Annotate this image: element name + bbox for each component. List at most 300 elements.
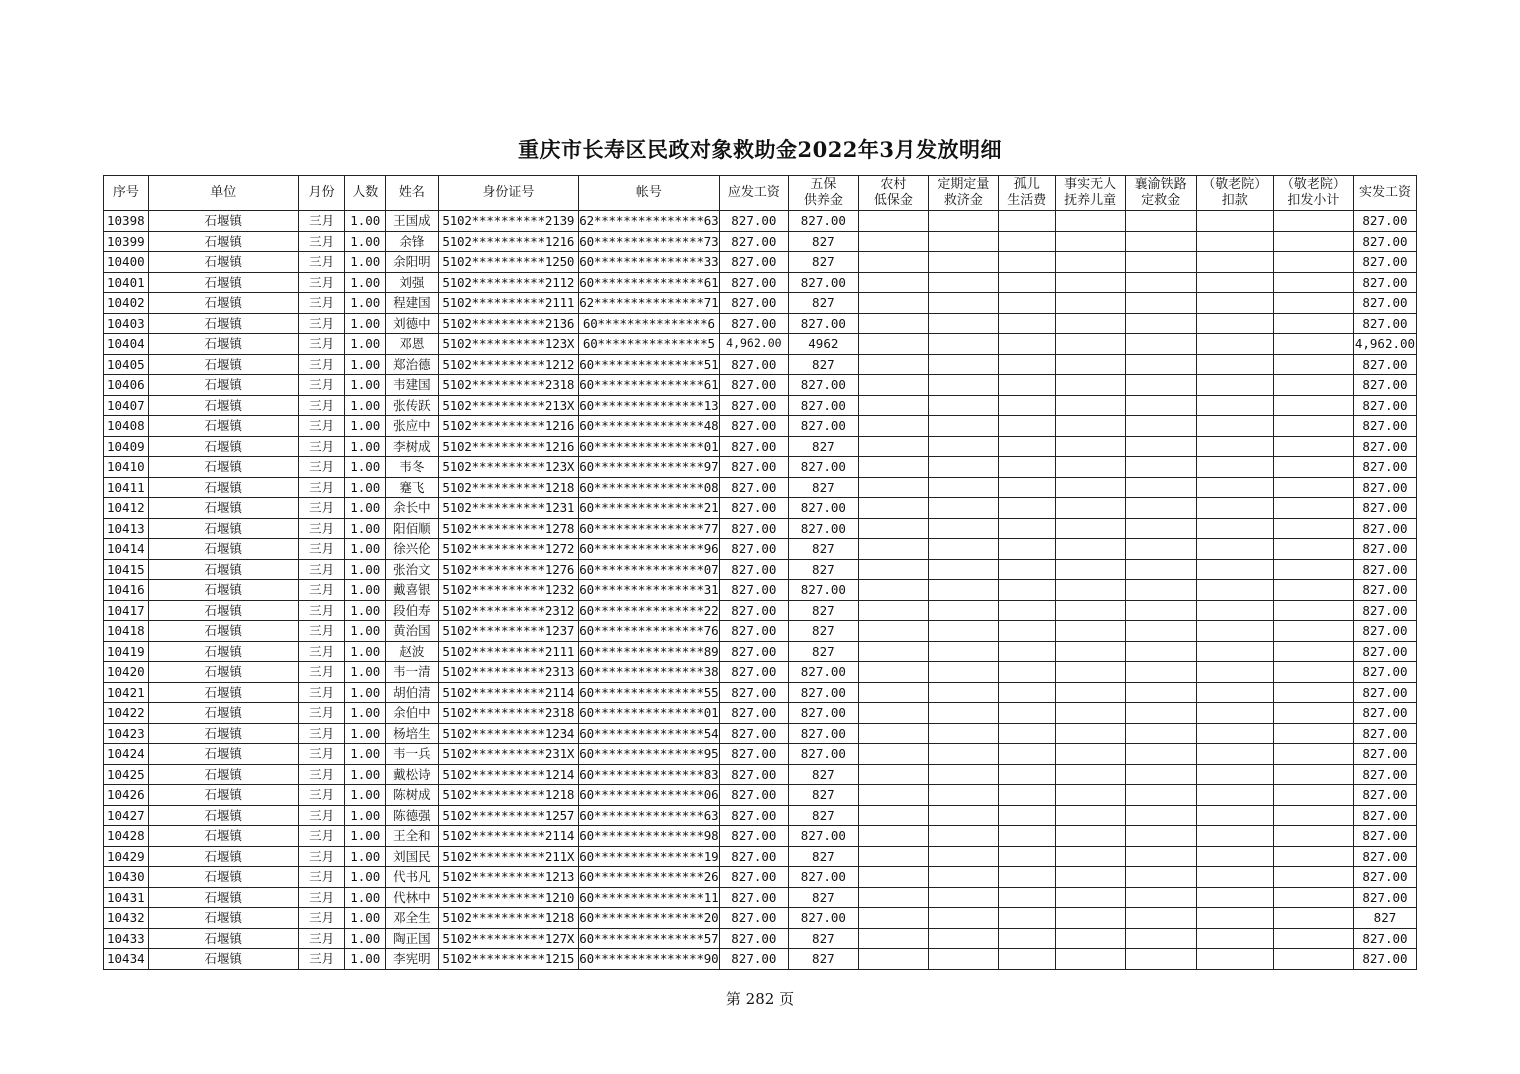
page-label-suffix: 页 — [779, 990, 795, 1008]
cell-actual: 827.00 — [1353, 498, 1416, 519]
cell-due: 827.00 — [719, 703, 788, 724]
cell-actual: 827.00 — [1353, 867, 1416, 888]
cell-due: 827.00 — [719, 457, 788, 478]
cell-id: 5102**********127X — [438, 928, 578, 949]
cell-xiangyu — [1125, 580, 1196, 601]
column-header-label: 身份证号 — [482, 185, 535, 200]
cell-unit: 石堰镇 — [148, 723, 298, 744]
cell-name: 徐兴伦 — [386, 539, 439, 560]
cell-account: 60***************63 — [578, 805, 719, 826]
cell-count: 1.00 — [345, 949, 386, 970]
column-header-month — [298, 176, 345, 211]
cell-id: 5102**********1218 — [438, 908, 578, 929]
cell-dibao — [858, 949, 928, 970]
table-row — [104, 559, 1417, 580]
cell-unit: 石堰镇 — [148, 744, 298, 765]
cell-name: 郑治德 — [386, 354, 439, 375]
cell-unit: 石堰镇 — [148, 887, 298, 908]
cell-count: 1.00 — [345, 518, 386, 539]
cell-unit: 石堰镇 — [148, 580, 298, 601]
cell-dingqi — [928, 498, 998, 519]
cell-xiaoji — [1273, 395, 1353, 416]
table-header — [104, 176, 1417, 211]
cell-xiangyu — [1125, 477, 1196, 498]
cell-name: 蹇飞 — [386, 477, 439, 498]
column-header-label: 生活费 — [1007, 193, 1047, 208]
table-row — [104, 908, 1417, 929]
column-header-label: 抚养儿童 — [1064, 193, 1117, 208]
cell-wubao: 827.00 — [788, 723, 858, 744]
cell-xiangyu — [1125, 498, 1196, 519]
cell-guer — [998, 416, 1055, 437]
cell-xiaoji — [1273, 641, 1353, 662]
cell-koukuan — [1196, 436, 1273, 457]
cell-seq: 10410 — [104, 457, 149, 478]
cell-seq: 10413 — [104, 518, 149, 539]
cell-id: 5102**********1232 — [438, 580, 578, 601]
cell-id: 5102**********1272 — [438, 539, 578, 560]
column-header-label: 孤儿 — [1013, 177, 1040, 192]
cell-actual: 827.00 — [1353, 703, 1416, 724]
cell-dibao — [858, 887, 928, 908]
cell-due: 827.00 — [719, 559, 788, 580]
cell-unit: 石堰镇 — [148, 621, 298, 642]
cell-due: 827.00 — [719, 477, 788, 498]
cell-unit: 石堰镇 — [148, 211, 298, 232]
cell-wubao: 827.00 — [788, 375, 858, 396]
cell-seq: 10406 — [104, 375, 149, 396]
cell-month: 三月 — [298, 785, 345, 806]
cell-month: 三月 — [298, 600, 345, 621]
cell-guer — [998, 682, 1055, 703]
cell-xiaoji — [1273, 293, 1353, 314]
cell-name: 韦一兵 — [386, 744, 439, 765]
column-header-label: 实发工资 — [1358, 185, 1411, 200]
cell-account: 60***************97 — [578, 457, 719, 478]
table-row — [104, 682, 1417, 703]
table-row — [104, 949, 1417, 970]
cell-seq: 10412 — [104, 498, 149, 519]
cell-koukuan — [1196, 703, 1273, 724]
cell-koukuan — [1196, 498, 1273, 519]
cell-dingqi — [928, 703, 998, 724]
cell-guer — [998, 908, 1055, 929]
cell-wubao: 827 — [788, 641, 858, 662]
cell-id: 5102**********1210 — [438, 887, 578, 908]
cell-dibao — [858, 600, 928, 621]
table-row — [104, 354, 1417, 375]
cell-guer — [998, 477, 1055, 498]
cell-actual: 827.00 — [1353, 723, 1416, 744]
cell-xiangyu — [1125, 457, 1196, 478]
cell-shishi — [1055, 313, 1125, 334]
cell-dibao — [858, 723, 928, 744]
cell-month: 三月 — [298, 559, 345, 580]
cell-xiangyu — [1125, 887, 1196, 908]
column-header-koukuan — [1196, 176, 1273, 211]
cell-koukuan — [1196, 477, 1273, 498]
cell-xiangyu — [1125, 641, 1196, 662]
cell-count: 1.00 — [345, 354, 386, 375]
table-row — [104, 867, 1417, 888]
cell-name: 张治文 — [386, 559, 439, 580]
cell-koukuan — [1196, 518, 1273, 539]
cell-koukuan — [1196, 375, 1273, 396]
cell-month: 三月 — [298, 231, 345, 252]
column-header-label: 月份 — [308, 185, 335, 200]
cell-seq: 10417 — [104, 600, 149, 621]
cell-month: 三月 — [298, 211, 345, 232]
cell-shishi — [1055, 621, 1125, 642]
cell-id: 5102**********2318 — [438, 375, 578, 396]
table-row — [104, 416, 1417, 437]
cell-koukuan — [1196, 231, 1273, 252]
table-row — [104, 436, 1417, 457]
cell-dibao — [858, 785, 928, 806]
cell-unit: 石堰镇 — [148, 703, 298, 724]
cell-dibao — [858, 826, 928, 847]
cell-unit: 石堰镇 — [148, 662, 298, 683]
cell-guer — [998, 764, 1055, 785]
cell-guer — [998, 887, 1055, 908]
cell-shishi — [1055, 641, 1125, 662]
cell-guer — [998, 662, 1055, 683]
cell-guer — [998, 272, 1055, 293]
cell-account: 60***************06 — [578, 785, 719, 806]
cell-xiaoji — [1273, 908, 1353, 929]
cell-dibao — [858, 764, 928, 785]
cell-dibao — [858, 805, 928, 826]
cell-wubao: 827 — [788, 887, 858, 908]
cell-dingqi — [928, 662, 998, 683]
cell-month: 三月 — [298, 539, 345, 560]
cell-shishi — [1055, 395, 1125, 416]
column-header-seq — [104, 176, 149, 211]
cell-count: 1.00 — [345, 211, 386, 232]
cell-shishi — [1055, 662, 1125, 683]
cell-due: 827.00 — [719, 539, 788, 560]
cell-count: 1.00 — [345, 395, 386, 416]
cell-dingqi — [928, 334, 998, 355]
cell-actual: 827.00 — [1353, 293, 1416, 314]
cell-name: 戴喜银 — [386, 580, 439, 601]
cell-actual: 827.00 — [1353, 375, 1416, 396]
cell-wubao: 827.00 — [788, 662, 858, 683]
cell-id: 5102**********1218 — [438, 477, 578, 498]
table-row — [104, 457, 1417, 478]
cell-xiangyu — [1125, 764, 1196, 785]
cell-due: 4,962.00 — [719, 334, 788, 355]
cell-shishi — [1055, 416, 1125, 437]
cell-name: 王全和 — [386, 826, 439, 847]
cell-account: 60***************01 — [578, 436, 719, 457]
cell-seq: 10434 — [104, 949, 149, 970]
column-header-label: 扣款 — [1221, 193, 1248, 208]
cell-due: 827.00 — [719, 375, 788, 396]
table-row — [104, 928, 1417, 949]
cell-due: 827.00 — [719, 662, 788, 683]
cell-dibao — [858, 293, 928, 314]
cell-shishi — [1055, 805, 1125, 826]
cell-dibao — [858, 867, 928, 888]
page-title: 重庆市长寿区民政对象救助金2022年3月发放明细 — [517, 137, 1003, 162]
page-number: 282 — [745, 990, 775, 1008]
cell-koukuan — [1196, 211, 1273, 232]
cell-account: 60***************01 — [578, 703, 719, 724]
cell-xiaoji — [1273, 662, 1353, 683]
cell-count: 1.00 — [345, 457, 386, 478]
cell-shishi — [1055, 785, 1125, 806]
cell-due: 827.00 — [719, 354, 788, 375]
cell-dibao — [858, 846, 928, 867]
cell-xiaoji — [1273, 477, 1353, 498]
cell-account: 60***************21 — [578, 498, 719, 519]
cell-seq: 10411 — [104, 477, 149, 498]
cell-seq: 10429 — [104, 846, 149, 867]
cell-koukuan — [1196, 580, 1273, 601]
cell-guer — [998, 293, 1055, 314]
cell-koukuan — [1196, 949, 1273, 970]
table-row — [104, 375, 1417, 396]
cell-shishi — [1055, 703, 1125, 724]
table-row — [104, 641, 1417, 662]
cell-count: 1.00 — [345, 416, 386, 437]
cell-wubao: 827 — [788, 354, 858, 375]
cell-dingqi — [928, 457, 998, 478]
column-header-count — [345, 176, 386, 211]
cell-xiangyu — [1125, 313, 1196, 334]
cell-guer — [998, 334, 1055, 355]
page-label-prefix: 第 — [725, 990, 741, 1008]
cell-xiaoji — [1273, 580, 1353, 601]
cell-koukuan — [1196, 457, 1273, 478]
cell-unit: 石堰镇 — [148, 477, 298, 498]
cell-dingqi — [928, 805, 998, 826]
cell-name: 邓恩 — [386, 334, 439, 355]
cell-month: 三月 — [298, 846, 345, 867]
cell-due: 827.00 — [719, 293, 788, 314]
cell-dingqi — [928, 764, 998, 785]
cell-due: 827.00 — [719, 826, 788, 847]
cell-dingqi — [928, 949, 998, 970]
cell-wubao: 827 — [788, 621, 858, 642]
table-row — [104, 395, 1417, 416]
cell-actual: 827.00 — [1353, 457, 1416, 478]
cell-count: 1.00 — [345, 662, 386, 683]
cell-unit: 石堰镇 — [148, 600, 298, 621]
cell-unit: 石堰镇 — [148, 375, 298, 396]
cell-month: 三月 — [298, 293, 345, 314]
cell-dingqi — [928, 928, 998, 949]
cell-wubao: 827.00 — [788, 744, 858, 765]
cell-count: 1.00 — [345, 641, 386, 662]
cell-xiangyu — [1125, 436, 1196, 457]
cell-wubao: 827 — [788, 477, 858, 498]
cell-wubao: 827.00 — [788, 826, 858, 847]
table-row — [104, 621, 1417, 642]
cell-account: 60***************13 — [578, 395, 719, 416]
cell-id: 5102**********2114 — [438, 826, 578, 847]
cell-dibao — [858, 518, 928, 539]
cell-seq: 10398 — [104, 211, 149, 232]
cell-actual: 827.00 — [1353, 211, 1416, 232]
table-row — [104, 723, 1417, 744]
cell-koukuan — [1196, 826, 1273, 847]
cell-xiaoji — [1273, 744, 1353, 765]
cell-unit: 石堰镇 — [148, 518, 298, 539]
cell-xiaoji — [1273, 272, 1353, 293]
cell-wubao: 827.00 — [788, 682, 858, 703]
cell-guer — [998, 211, 1055, 232]
cell-name: 赵波 — [386, 641, 439, 662]
cell-dibao — [858, 231, 928, 252]
cell-wubao: 827.00 — [788, 703, 858, 724]
cell-account: 60***************07 — [578, 559, 719, 580]
cell-koukuan — [1196, 293, 1273, 314]
cell-id: 5102**********1218 — [438, 785, 578, 806]
cell-account: 60***************31 — [578, 580, 719, 601]
cell-name: 戴松诗 — [386, 764, 439, 785]
cell-month: 三月 — [298, 498, 345, 519]
payment-table — [103, 175, 1417, 970]
cell-guer — [998, 457, 1055, 478]
cell-month: 三月 — [298, 395, 345, 416]
cell-dingqi — [928, 600, 998, 621]
cell-shishi — [1055, 272, 1125, 293]
cell-koukuan — [1196, 252, 1273, 273]
cell-guer — [998, 826, 1055, 847]
cell-actual: 827.00 — [1353, 436, 1416, 457]
cell-count: 1.00 — [345, 334, 386, 355]
cell-unit: 石堰镇 — [148, 559, 298, 580]
table-row — [104, 252, 1417, 273]
cell-seq: 10428 — [104, 826, 149, 847]
cell-koukuan — [1196, 272, 1273, 293]
column-header-shishi — [1055, 176, 1125, 211]
cell-due: 827.00 — [719, 682, 788, 703]
cell-shishi — [1055, 539, 1125, 560]
cell-shishi — [1055, 477, 1125, 498]
cell-unit: 石堰镇 — [148, 539, 298, 560]
cell-koukuan — [1196, 641, 1273, 662]
column-header-label: （敬老院） — [1280, 177, 1346, 192]
cell-month: 三月 — [298, 764, 345, 785]
cell-count: 1.00 — [345, 621, 386, 642]
cell-xiaoji — [1273, 354, 1353, 375]
cell-koukuan — [1196, 395, 1273, 416]
table-row — [104, 498, 1417, 519]
cell-shishi — [1055, 231, 1125, 252]
cell-guer — [998, 252, 1055, 273]
cell-due: 827.00 — [719, 887, 788, 908]
cell-dibao — [858, 313, 928, 334]
cell-id: 5102**********1216 — [438, 231, 578, 252]
cell-shishi — [1055, 846, 1125, 867]
cell-actual: 827.00 — [1353, 662, 1416, 683]
cell-due: 827.00 — [719, 846, 788, 867]
cell-unit: 石堰镇 — [148, 826, 298, 847]
cell-due: 827.00 — [719, 785, 788, 806]
cell-count: 1.00 — [345, 846, 386, 867]
cell-wubao: 827.00 — [788, 272, 858, 293]
cell-id: 5102**********1216 — [438, 436, 578, 457]
cell-month: 三月 — [298, 272, 345, 293]
cell-xiangyu — [1125, 559, 1196, 580]
cell-koukuan — [1196, 416, 1273, 437]
column-header-label: 定救金 — [1141, 193, 1181, 208]
cell-id: 5102**********1213 — [438, 867, 578, 888]
column-header-label: 农村 — [880, 177, 907, 192]
cell-shishi — [1055, 518, 1125, 539]
cell-wubao: 827 — [788, 600, 858, 621]
cell-id: 5102**********1231 — [438, 498, 578, 519]
cell-id: 5102**********211X — [438, 846, 578, 867]
cell-xiaoji — [1273, 949, 1353, 970]
cell-seq: 10408 — [104, 416, 149, 437]
cell-xiaoji — [1273, 375, 1353, 396]
cell-name: 刘国民 — [386, 846, 439, 867]
cell-actual: 827.00 — [1353, 846, 1416, 867]
cell-shishi — [1055, 867, 1125, 888]
column-header-dingqi — [928, 176, 998, 211]
cell-actual: 827.00 — [1353, 354, 1416, 375]
cell-dingqi — [928, 887, 998, 908]
cell-account: 60***************61 — [578, 375, 719, 396]
cell-account: 60***************33 — [578, 252, 719, 273]
cell-name: 陈德强 — [386, 805, 439, 826]
cell-wubao: 827.00 — [788, 416, 858, 437]
cell-actual: 827.00 — [1353, 949, 1416, 970]
cell-shishi — [1055, 764, 1125, 785]
cell-wubao: 827.00 — [788, 498, 858, 519]
cell-guer — [998, 600, 1055, 621]
cell-seq: 10399 — [104, 231, 149, 252]
cell-account: 60***************96 — [578, 539, 719, 560]
table-row — [104, 826, 1417, 847]
cell-guer — [998, 354, 1055, 375]
cell-month: 三月 — [298, 723, 345, 744]
cell-id: 5102**********1250 — [438, 252, 578, 273]
cell-xiangyu — [1125, 908, 1196, 929]
column-header-label: 帐号 — [635, 185, 662, 200]
cell-count: 1.00 — [345, 477, 386, 498]
cell-id: 5102**********2136 — [438, 313, 578, 334]
table-row — [104, 231, 1417, 252]
cell-dibao — [858, 375, 928, 396]
cell-actual: 827.00 — [1353, 744, 1416, 765]
cell-guer — [998, 744, 1055, 765]
cell-xiangyu — [1125, 211, 1196, 232]
cell-shishi — [1055, 498, 1125, 519]
cell-due: 827.00 — [719, 313, 788, 334]
cell-unit: 石堰镇 — [148, 313, 298, 334]
cell-unit: 石堰镇 — [148, 457, 298, 478]
cell-actual: 827.00 — [1353, 518, 1416, 539]
column-header-label: 襄渝铁路 — [1134, 177, 1187, 192]
cell-seq: 10401 — [104, 272, 149, 293]
cell-wubao: 827.00 — [788, 457, 858, 478]
cell-dibao — [858, 395, 928, 416]
cell-count: 1.00 — [345, 867, 386, 888]
cell-xiangyu — [1125, 846, 1196, 867]
cell-due: 827.00 — [719, 723, 788, 744]
cell-unit: 石堰镇 — [148, 334, 298, 355]
cell-due: 827.00 — [719, 949, 788, 970]
cell-seq: 10430 — [104, 867, 149, 888]
table-row — [104, 744, 1417, 765]
table-body — [104, 211, 1417, 970]
cell-dibao — [858, 744, 928, 765]
